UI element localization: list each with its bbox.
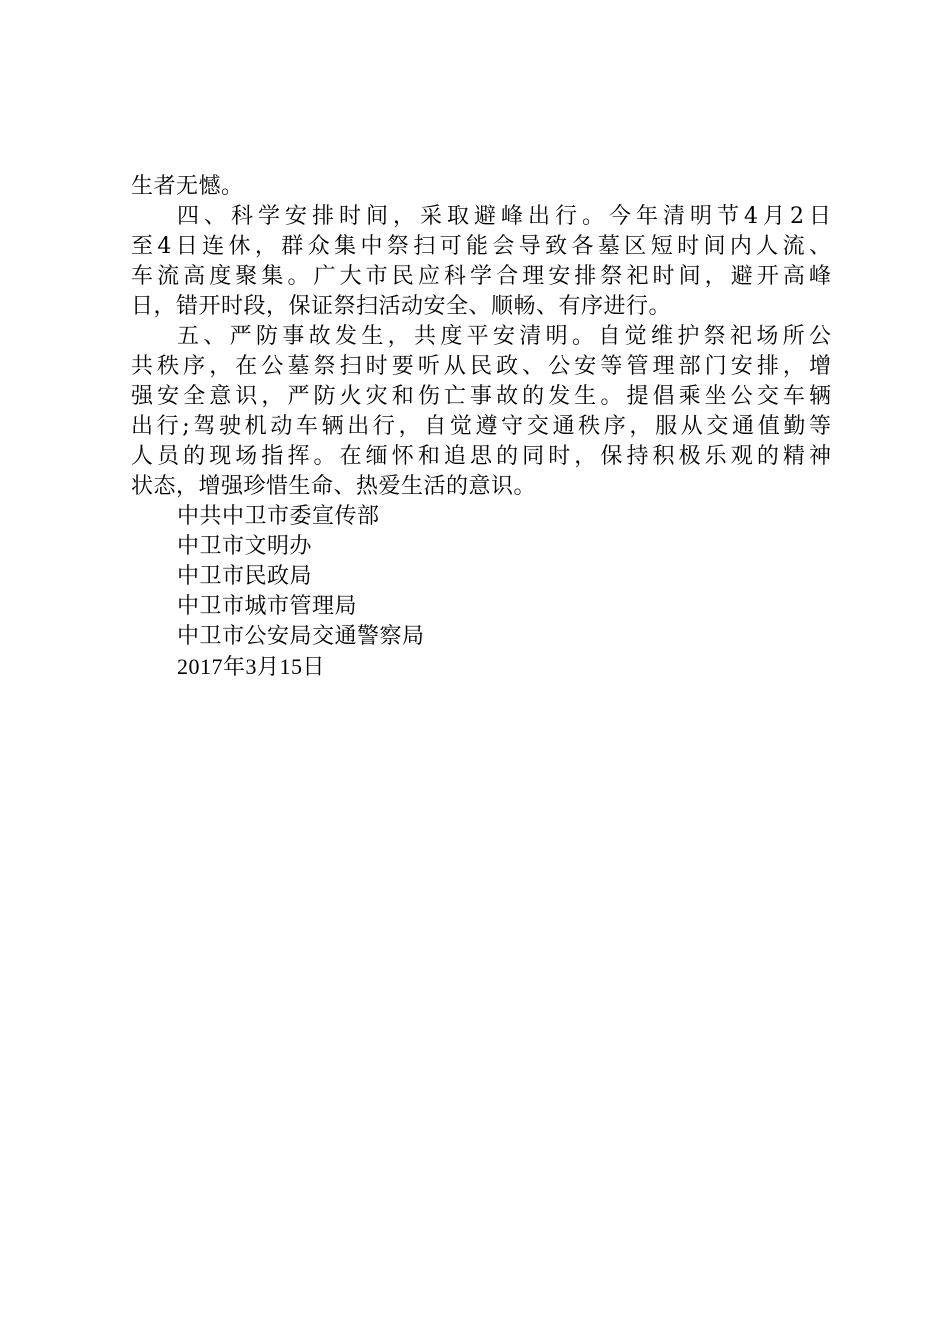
paragraph-5-line-2: 共秩序，在公墓祭扫时要听从民政、公安等管理部门安排，增 <box>131 354 831 379</box>
paragraph-intro-tail: 生者无憾。 <box>131 174 244 199</box>
paragraph-5-line-1: 五、严防事故发生，共度平安清明。自觉维护祭祀场所公 <box>177 324 831 349</box>
paragraph-5-line-5: 人员的现场指挥。在缅怀和追思的同时，保持积极乐观的精神 <box>131 444 831 469</box>
paragraph-4-line-2: 至4日连休，群众集中祭扫可能会导致各墓区短时间内人流、 <box>131 234 831 259</box>
paragraph-5-line-6: 状态，增强珍惜生命、热爱生活的意识。 <box>131 474 537 499</box>
paragraph-4-line-3: 车流高度聚集。广大市民应科学合理安排祭祀时间，避开高峰 <box>131 264 831 289</box>
signatory-civilization-office: 中卫市文明办 <box>177 534 313 559</box>
paragraph-4-line-4: 日，错开时段，保证祭扫活动安全、顺畅、有序进行。 <box>131 294 672 319</box>
document-date: 2017年3月15日 <box>177 654 326 679</box>
signatory-urban-management-bureau: 中卫市城市管理局 <box>177 594 358 619</box>
paragraph-5-line-4: 出行;驾驶机动车辆出行，自觉遵守交通秩序，服从交通值勤等 <box>131 414 831 439</box>
signatory-traffic-police-bureau: 中卫市公安局交通警察局 <box>177 624 425 649</box>
paragraph-5-line-3: 强安全意识，严防火灾和伤亡事故的发生。提倡乘坐公交车辆 <box>131 384 831 409</box>
paragraph-4-line-1: 四、科学安排时间，采取避峰出行。今年清明节4月2日 <box>177 204 831 229</box>
signatory-propaganda-department: 中共中卫市委宣传部 <box>177 504 380 529</box>
document-body <box>131 172 831 682</box>
signatory-civil-affairs-bureau: 中卫市民政局 <box>177 564 313 589</box>
